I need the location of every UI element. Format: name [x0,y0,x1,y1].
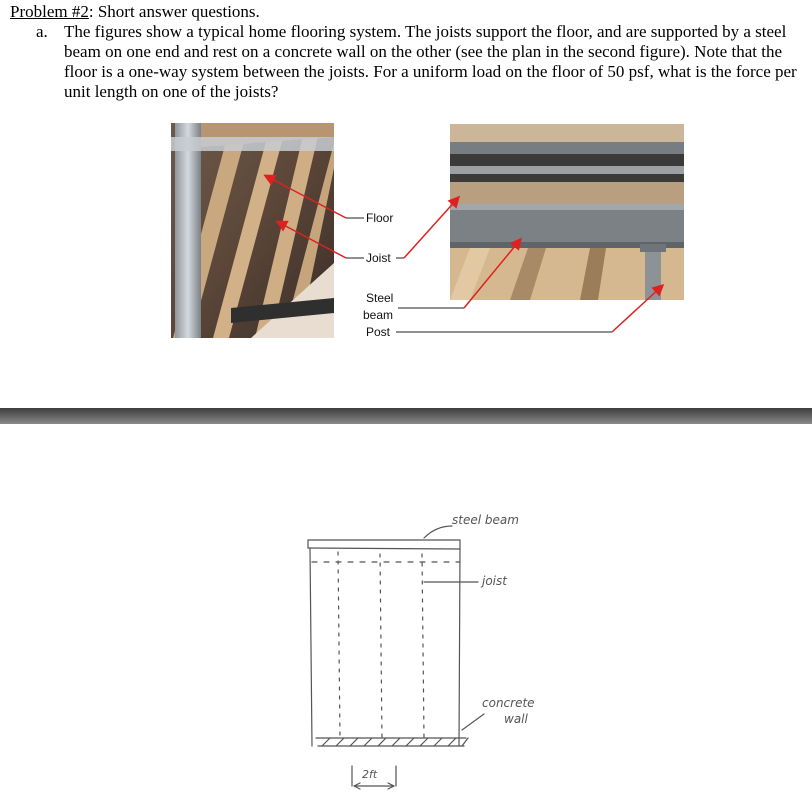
joist-arrow-left [278,222,346,258]
beam-label: beam [363,308,394,322]
beam-arrow [464,240,520,308]
sketch-joist-label: joist [482,574,507,588]
sketch-steel-beam-label: steel beam [452,513,519,527]
problem-title: : Short answer questions. [88,2,260,21]
joist-arrow-right [404,198,458,258]
floor-label: Floor [366,211,394,225]
sketch-spacing-label: 2ft [362,768,378,781]
sketch-wall-label: wall [504,712,528,726]
floor-arrow [266,176,346,218]
joist-label: Joist [366,251,391,265]
post-arrow [612,286,662,332]
question-marker: a. [36,22,48,41]
plan-sketch [300,500,580,800]
steel-label: Steel [366,291,394,305]
question-text: The figures show a typical home flooring system. The joists support the floor, and are supported by a steel beam on one end and rest on a concrete wall on the other (see the plan in the second figure). Note that the floor is a one-way system between the joists. For a uniform load on the floor of 50 psf, what is the force per unit length on one of the joists? [64,22,797,101]
post-label: Post [366,325,391,339]
problem-number: Problem #2 [10,2,89,21]
sketch-concrete-label: concrete [482,696,535,710]
page-divider [0,408,812,424]
